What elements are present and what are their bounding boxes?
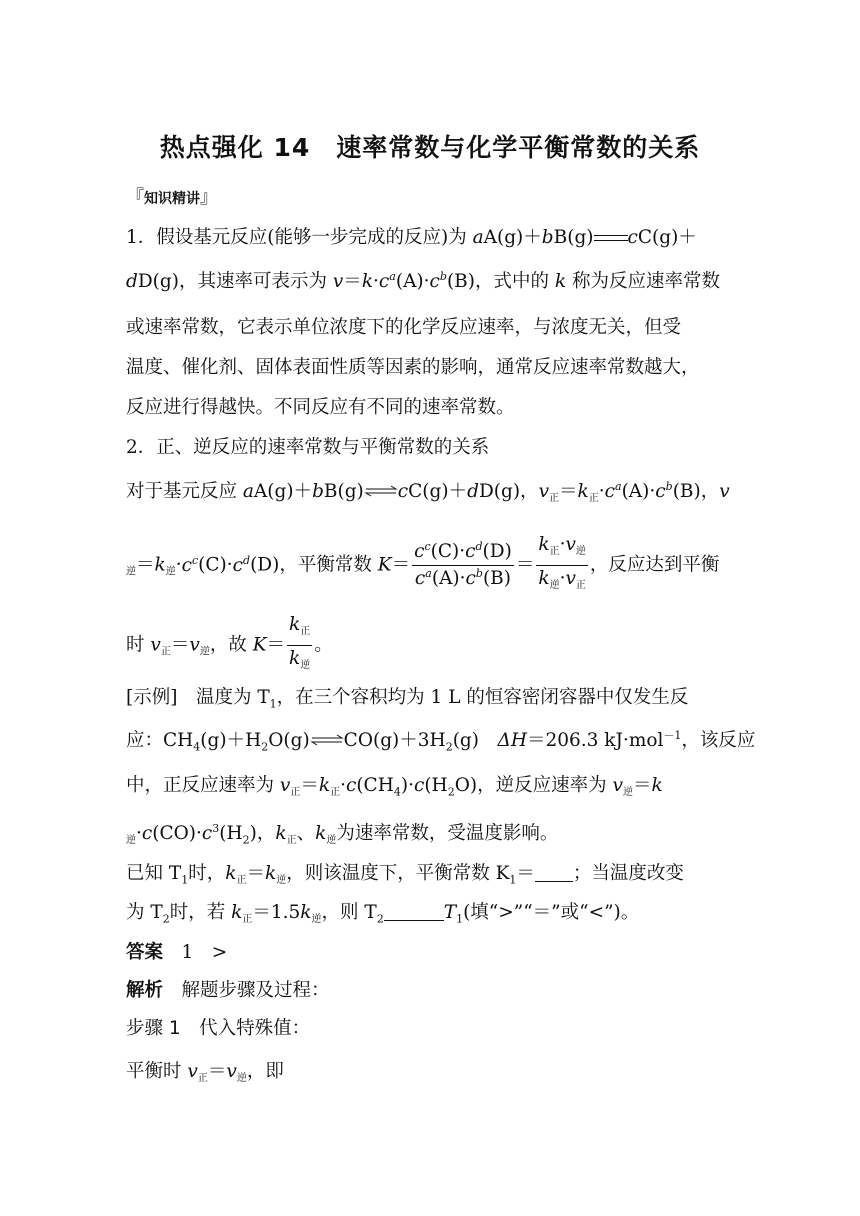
analysis-line: 解析 解题步骤及过程： [126,980,330,1001]
k-fraction-final: $\frac{k_正}{k_逆}$ [289,614,311,671]
k-fraction-concentration: $\frac{c^c(C)\cdot c^d(D)}{c^a(A)\cdot c^b(B)}$ [414,539,512,589]
p2-line-2: $_逆=k_逆\cdot c^c(C)\cdot c^d(D)$，平衡常数 K＝ $\frac{c^c(C)\cdot c^d(D)}{c^a(A)\cdot c^b(B)}$ ＝ $\frac{k_正\cdot v_逆}{k_逆\cdot v_正}$ ，反应达到平衡 [126,534,736,599]
p1-line-2: dD(g)，其速率可表示为 $v=k\cdot c^a(A)\cdot c^b(B)$，式中的 k 称为反应速率常数 [126,269,720,292]
answer-label: 答案 [126,942,164,963]
p1-line-1: 1．假设基元反应(能够一步完成的反应)为 aA(g)＋bB(g) cC(g)＋ [126,227,697,248]
p2-heading: 2．正、逆反应的速率常数与平衡常数的关系 [126,437,490,458]
p1-line-3: 或速率常数，它表示单位浓度下的化学反应速率，与浓度无关，但受 [126,317,682,338]
answer-blank-2[interactable] [384,902,444,921]
reversible-arrow-icon [364,480,398,504]
step1-line: 步骤 1 代入特殊值： [126,1018,311,1039]
page-title: 热点强化 14 速率常数与化学平衡常数的关系 [159,133,701,162]
answer-line [126,941,736,965]
answer-value: 1 > [181,942,228,963]
analysis-label: 解析 [126,980,164,1001]
example-line-4: $_逆\cdot c(CO)\cdot c^3(H_2)$，$k_正$、$k_逆$为速率常数，受温度影响。 [126,821,559,847]
p2-line-3: 时 $v_正=v_逆$，故 K＝ $\frac{k_正}{k_逆}$ 。 [126,614,736,679]
answer-blank-1[interactable] [535,863,573,882]
example-line-1: [示例] 温度为 $T_1$，在三个容积均为 1 L 的恒容密闭容器中仅发生反 [126,687,689,711]
p2-line-1: 对于基元反应 aA(g)＋bB(g) cC(g)＋dD(g)，$v_正=k_正\cdot c^a(A)\cdot c^b(B)$，v [126,479,730,504]
example-line-3: 中，正反应速率为 $v_正=k_正\cdot c(CH_4)\cdot c(H_2O)$，逆反应速率为 $v_逆=k$ [126,775,663,799]
equals-sign [594,232,628,244]
p1-line-4: 温度、催化剂、固体表面性质等因素的影响，通常反应速率常数越大， [126,357,700,378]
example-line-2: 应：$CH_4(g)+H_2O(g)$ $CO(g)+3H_2(g)$ ΔH＝206.3 kJ·mol$^{-1}$，该反应 [126,728,756,754]
p1-line-5: 反应进行得越快。不同反应有不同的速率常数。 [126,397,515,418]
example-line-5: 已知 $T_1$时，$k_正=k_逆$，则该温度下，平衡常数 $K_1=$ ；当温度改变 [126,863,684,887]
example-line-6: 为 $T_2$时，若 $k_正=1.5k_逆$，则 $T_2$ $T_1$(填“>”“＝”或“<”)。 [126,902,640,926]
reversible-arrow-icon [310,729,344,753]
k-fraction-rate: $\frac{k_正\cdot v_逆}{k_逆\cdot v_正}$ [538,534,586,591]
section-tag: 『知识精讲』 [126,187,218,208]
equilibrium-line: 平衡时 $v_正=v_逆$，即 [126,1061,284,1084]
